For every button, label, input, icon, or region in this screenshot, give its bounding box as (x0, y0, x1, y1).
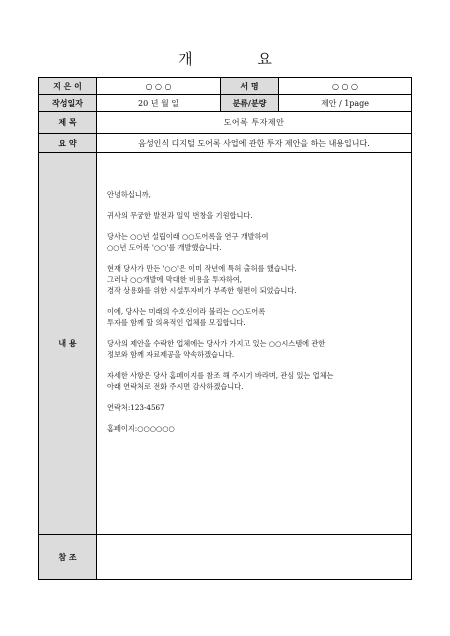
summary-label: 요 약 (39, 134, 97, 153)
content-paragraph (107, 263, 401, 296)
content-row (39, 153, 412, 535)
content-paragraphs (97, 153, 411, 434)
category-label: 분류/분량 (221, 95, 279, 112)
date-value: 20 년 월 일 (97, 95, 221, 112)
content-line: 당사의 제안을 수락한 업체에는 당사가 가지고 있는 ○○시스템에 관한 (107, 339, 326, 348)
signature-label: 서 명 (221, 78, 279, 95)
content-line: ○○년 도어록 '○○'를 개발했습니다. (107, 243, 222, 252)
content-line: 당사는 ○○년 설립이래 ○○도어록을 연구 개발하여 (107, 232, 269, 241)
document-title: 개 요 (178, 50, 302, 68)
signature-value: ○ ○ ○ (279, 78, 412, 95)
author-row (39, 78, 412, 95)
content-paragraph (107, 423, 401, 434)
content-line: 홈페이지:○○○○○○ (107, 424, 175, 433)
date-label: 작성일자 (39, 95, 97, 112)
content-paragraph (107, 338, 401, 360)
date-row (39, 95, 412, 112)
content-paragraph (107, 306, 401, 328)
content-paragraph (107, 402, 401, 413)
category-value: 제안 / 1page (279, 95, 412, 112)
content-paragraph (107, 370, 401, 392)
summary-value: 음성인식 디지털 도어록 사업에 관한 투자 제안을 하는 내용입니다. (97, 134, 412, 153)
content-label: 내 용 (39, 153, 97, 535)
author-label: 지 은 이 (39, 78, 97, 95)
summary-row (39, 134, 412, 153)
content-line: 귀사의 무궁한 발전과 일익 번창을 기원합니다. (107, 211, 253, 220)
content-line: 연락처:123-4567 (107, 403, 165, 412)
content-paragraph (107, 231, 401, 253)
subject-row (39, 112, 412, 134)
author-value: ○ ○ ○ (97, 78, 221, 95)
content-line: 그러나 ○○개발에 막대한 비용을 투자하여, (107, 275, 243, 284)
content-paragraph (107, 189, 401, 200)
subject-value: 도어록 투자제안 (97, 112, 412, 134)
content-line: 아래 연락처로 전화 주시면 감사하겠습니다. (107, 382, 244, 391)
content-line: 투자를 함께 할 의욕적인 업체를 모집합니다. (107, 318, 246, 327)
reference-label: 참 조 (39, 535, 97, 580)
content-line: 정보와 함께 자료제공을 약속하겠습니다. (107, 350, 235, 359)
subject-label: 제 목 (39, 112, 97, 134)
content-line: 현재 당사가 만든 '○○'은 이미 작년에 특허 출허를 했습니다. (107, 264, 297, 273)
reference-value (97, 535, 412, 580)
content-line: 경작 상용화를 위한 시설투자비가 부족한 형편이 되었습니다. (107, 286, 297, 295)
content-line: 이에, 당사는 미래의 수호신이라 불리는 ○○도어록 (107, 307, 266, 316)
content-paragraph (107, 210, 401, 221)
content-line: 안녕하십니까, (107, 190, 151, 199)
content-body (97, 153, 412, 535)
summary-form-table (38, 77, 412, 580)
reference-row (39, 535, 412, 580)
content-line: 자세한 사항은 당사 홈페이지를 참조 해 주시기 바라며, 관심 있는 업체는 (107, 371, 334, 380)
